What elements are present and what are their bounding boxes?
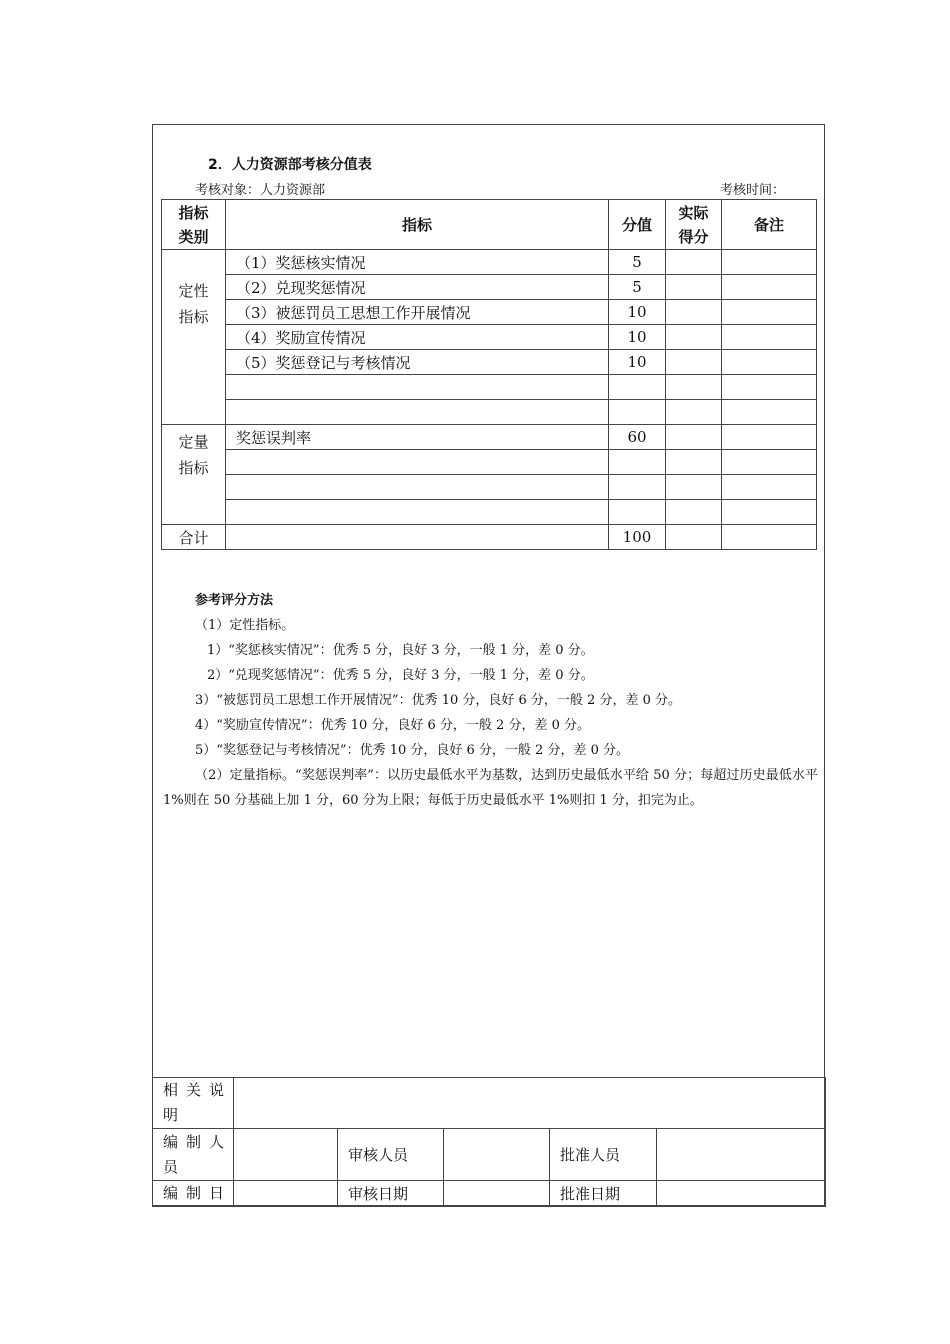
- indicator-cell[interactable]: [226, 400, 609, 425]
- indicator-cell: （5）奖惩登记与考核情况: [226, 350, 609, 375]
- table-header-row: [162, 200, 817, 250]
- related-notes-field[interactable]: [234, 1078, 826, 1129]
- actual-score-cell[interactable]: [666, 275, 722, 300]
- date-row: [153, 1181, 826, 1207]
- reviewed-by-label: 审核人员: [338, 1129, 444, 1181]
- score-table: [161, 199, 817, 550]
- actual-score-cell[interactable]: [666, 350, 722, 375]
- total-actual-cell[interactable]: [666, 525, 722, 550]
- related-notes-label: 相关说明: [153, 1078, 234, 1129]
- remark-cell[interactable]: [722, 450, 817, 475]
- table-row: [162, 350, 817, 375]
- remark-cell[interactable]: [722, 250, 817, 275]
- category-quantitative: 定量指标: [162, 425, 226, 525]
- reviewed-by-field[interactable]: [444, 1129, 550, 1181]
- table-row-empty: [162, 450, 817, 475]
- header-indicator: 指标: [226, 200, 609, 250]
- table-row-empty: [162, 375, 817, 400]
- remark-cell[interactable]: [722, 325, 817, 350]
- prepared-date-label: 编制日: [153, 1181, 234, 1207]
- actual-score-cell[interactable]: [666, 450, 722, 475]
- actual-score-cell[interactable]: [666, 250, 722, 275]
- header-score: 分值: [609, 200, 666, 250]
- total-indicator-cell: [226, 525, 609, 550]
- indicator-cell: （1）奖惩核实情况: [226, 250, 609, 275]
- header-actual: 实际得分: [666, 200, 722, 250]
- score-cell: 60: [609, 425, 666, 450]
- indicator-cell[interactable]: [226, 450, 609, 475]
- table-row: [162, 250, 817, 275]
- score-cell[interactable]: [609, 375, 666, 400]
- table-row: [162, 325, 817, 350]
- signature-table: [152, 1077, 826, 1207]
- total-label: 合计: [162, 525, 226, 550]
- indicator-cell: （2）兑现奖惩情况: [226, 275, 609, 300]
- method-item: 5）“奖惩登记与考核情况”：优秀 10 分，良好 6 分，一般 2 分，差 0 分。: [195, 743, 629, 758]
- actual-score-cell[interactable]: [666, 375, 722, 400]
- actual-score-cell[interactable]: [666, 400, 722, 425]
- table-row-empty: [162, 400, 817, 425]
- personnel-row: [153, 1129, 826, 1181]
- header-remark: 备注: [722, 200, 817, 250]
- table-row-empty: [162, 475, 817, 500]
- category-qualitative: 定性指标: [162, 250, 226, 425]
- score-cell: 10: [609, 300, 666, 325]
- indicator-cell: 奖惩误判率: [226, 425, 609, 450]
- scoring-method: [163, 588, 818, 813]
- score-cell: 10: [609, 325, 666, 350]
- method-quantitative-text: （2）定量指标。“奖惩误判率”：以历史最低水平为基数，达到历史最低水平给 50 分；每超过历史最低水平 1%则在 50 分基础上加 1 分，60 分为上限；每低于历史最低水平 1%则扣 1 分，扣完为止。: [163, 768, 818, 808]
- remark-cell[interactable]: [722, 500, 817, 525]
- total-remark-cell[interactable]: [722, 525, 817, 550]
- approve-date-label: 批准日期: [550, 1181, 657, 1207]
- approved-by-label: 批准人员: [550, 1129, 657, 1181]
- score-cell: 5: [609, 250, 666, 275]
- indicator-cell: （4）奖励宣传情况: [226, 325, 609, 350]
- page-title: 2．人力资源部考核分值表: [208, 157, 372, 173]
- table-row: [162, 275, 817, 300]
- method-item: 4）“奖励宣传情况”：优秀 10 分，良好 6 分，一般 2 分，差 0 分。: [195, 718, 590, 733]
- prepared-by-label: 编制人员: [153, 1129, 234, 1181]
- actual-score-cell[interactable]: [666, 425, 722, 450]
- total-row: [162, 525, 817, 550]
- actual-score-cell[interactable]: [666, 475, 722, 500]
- score-cell[interactable]: [609, 450, 666, 475]
- total-score: 100: [609, 525, 666, 550]
- score-cell[interactable]: [609, 400, 666, 425]
- header-category: 指标类别: [162, 200, 226, 250]
- score-cell: 10: [609, 350, 666, 375]
- remark-cell[interactable]: [722, 425, 817, 450]
- method-item: 1）“奖惩核实情况”：优秀 5 分，良好 3 分，一般 1 分，差 0 分。: [207, 643, 594, 658]
- remark-cell[interactable]: [722, 275, 817, 300]
- remark-cell[interactable]: [722, 300, 817, 325]
- assessment-time: 考核时间：: [720, 183, 786, 198]
- remark-cell[interactable]: [722, 475, 817, 500]
- score-cell: 5: [609, 275, 666, 300]
- indicator-cell[interactable]: [226, 500, 609, 525]
- indicator-cell: （3）被惩罚员工思想工作开展情况: [226, 300, 609, 325]
- review-date-label: 审核日期: [338, 1181, 444, 1207]
- approve-date-field[interactable]: [657, 1181, 826, 1207]
- method-heading: 参考评分方法: [195, 593, 274, 608]
- method-qualitative-title: （1）定性指标。: [195, 618, 295, 633]
- remark-cell[interactable]: [722, 375, 817, 400]
- prepared-by-field[interactable]: [234, 1129, 338, 1181]
- prepared-date-field[interactable]: [234, 1181, 338, 1207]
- actual-score-cell[interactable]: [666, 325, 722, 350]
- table-row: [162, 300, 817, 325]
- indicator-cell[interactable]: [226, 475, 609, 500]
- score-cell[interactable]: [609, 475, 666, 500]
- method-item: 2）“兑现奖惩情况”：优秀 5 分，良好 3 分，一般 1 分，差 0 分。: [207, 668, 594, 683]
- actual-score-cell[interactable]: [666, 300, 722, 325]
- review-date-field[interactable]: [444, 1181, 550, 1207]
- score-cell[interactable]: [609, 500, 666, 525]
- table-row-empty: [162, 500, 817, 525]
- remark-cell[interactable]: [722, 350, 817, 375]
- method-item: 3）“被惩罚员工思想工作开展情况”：优秀 10 分，良好 6 分，一般 2 分，差 0 分。: [195, 693, 681, 708]
- remark-cell[interactable]: [722, 400, 817, 425]
- related-notes-row: [153, 1078, 826, 1129]
- assessment-subject: 考核对象：人力资源部: [195, 183, 326, 198]
- actual-score-cell[interactable]: [666, 500, 722, 525]
- table-row: [162, 425, 817, 450]
- indicator-cell[interactable]: [226, 375, 609, 400]
- approved-by-field[interactable]: [657, 1129, 826, 1181]
